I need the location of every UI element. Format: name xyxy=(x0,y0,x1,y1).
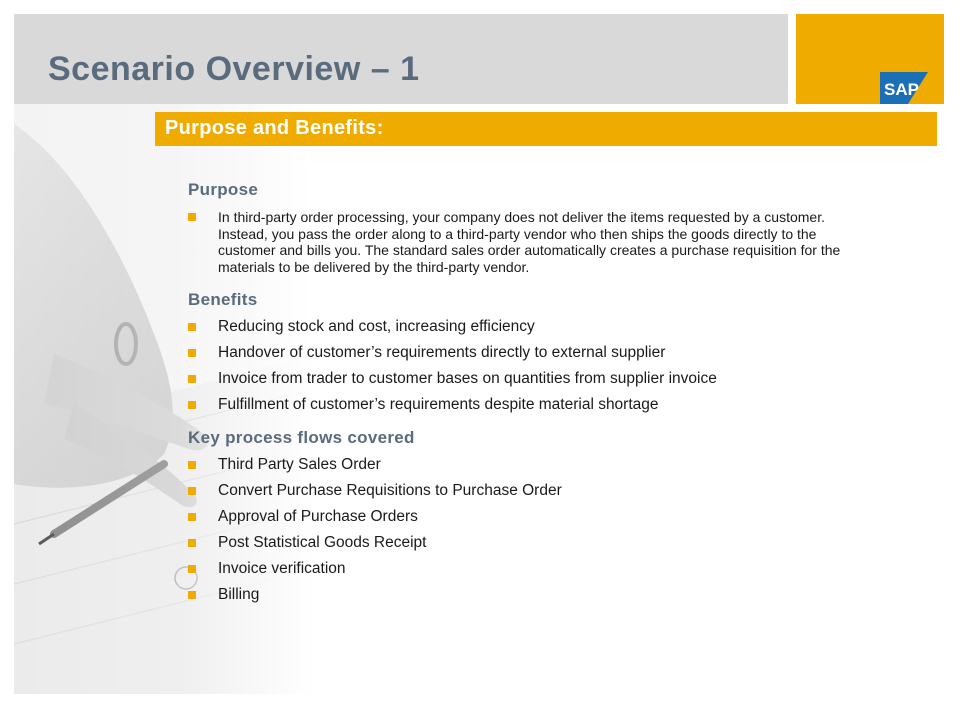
content xyxy=(188,178,858,611)
flow-item xyxy=(188,455,858,475)
benefit-item-text: Invoice from trader to customer bases on quantities from supplier invoice xyxy=(218,370,717,387)
title-bar xyxy=(14,14,788,104)
benefit-item-text: Fulfillment of customer’s requirements despite material shortage xyxy=(218,396,659,413)
flow-item xyxy=(188,559,858,579)
benefits-heading: Benefits xyxy=(188,290,258,309)
bullet-square-icon xyxy=(188,513,196,521)
benefit-item-text: Handover of customer’s requirements directly to external supplier xyxy=(218,344,666,361)
section-title: Purpose and Benefits: xyxy=(165,117,384,139)
benefits-list xyxy=(188,317,858,415)
flow-item-text: Approval of Purchase Orders xyxy=(218,508,418,525)
flow-item xyxy=(188,481,858,501)
purpose-list xyxy=(188,209,858,275)
flow-item xyxy=(188,533,858,553)
section-bar xyxy=(155,112,937,146)
benefit-item xyxy=(188,395,858,415)
bullet-square-icon xyxy=(188,213,196,221)
bullet-square-icon xyxy=(188,323,196,331)
purpose-heading: Purpose xyxy=(188,180,259,199)
flow-item-text: Post Statistical Goods Receipt xyxy=(218,534,427,551)
bullet-square-icon xyxy=(188,375,196,383)
bullet-square-icon xyxy=(188,401,196,409)
bullet-square-icon xyxy=(188,565,196,573)
flow-item xyxy=(188,585,858,605)
benefit-item xyxy=(188,369,858,389)
bullet-square-icon xyxy=(188,539,196,547)
benefit-item xyxy=(188,343,858,363)
sap-logo xyxy=(880,72,928,104)
flow-item-text: Invoice verification xyxy=(218,560,346,577)
bullet-square-icon xyxy=(188,349,196,357)
flow-item-text: Convert Purchase Requisitions to Purchase Order xyxy=(218,482,562,499)
bullet-square-icon xyxy=(188,591,196,599)
purpose-item xyxy=(188,209,848,275)
benefit-item-text: Reducing stock and cost, increasing efficiency xyxy=(218,318,535,335)
benefit-item xyxy=(188,317,858,337)
flows-list xyxy=(188,455,858,605)
bullet-square-icon xyxy=(188,487,196,495)
flows-heading: Key process flows covered xyxy=(188,428,415,447)
flow-item-text: Third Party Sales Order xyxy=(218,456,381,473)
purpose-item-text: In third-party order processing, your company does not deliver the items requested by a customer. Instead, you pass the order along to a third-party vendor who then ships the goods directly to the customer and bills you. The standard sales order automatically creates a purchase requisition for the materials to be delivered by the third-party vendor. xyxy=(218,209,841,275)
page-title: Scenario Overview – 1 xyxy=(48,50,420,88)
flow-item xyxy=(188,507,858,527)
bullet-square-icon xyxy=(188,461,196,469)
flow-item-text: Billing xyxy=(218,586,260,603)
sap-logo-text: SAP xyxy=(884,80,919,99)
